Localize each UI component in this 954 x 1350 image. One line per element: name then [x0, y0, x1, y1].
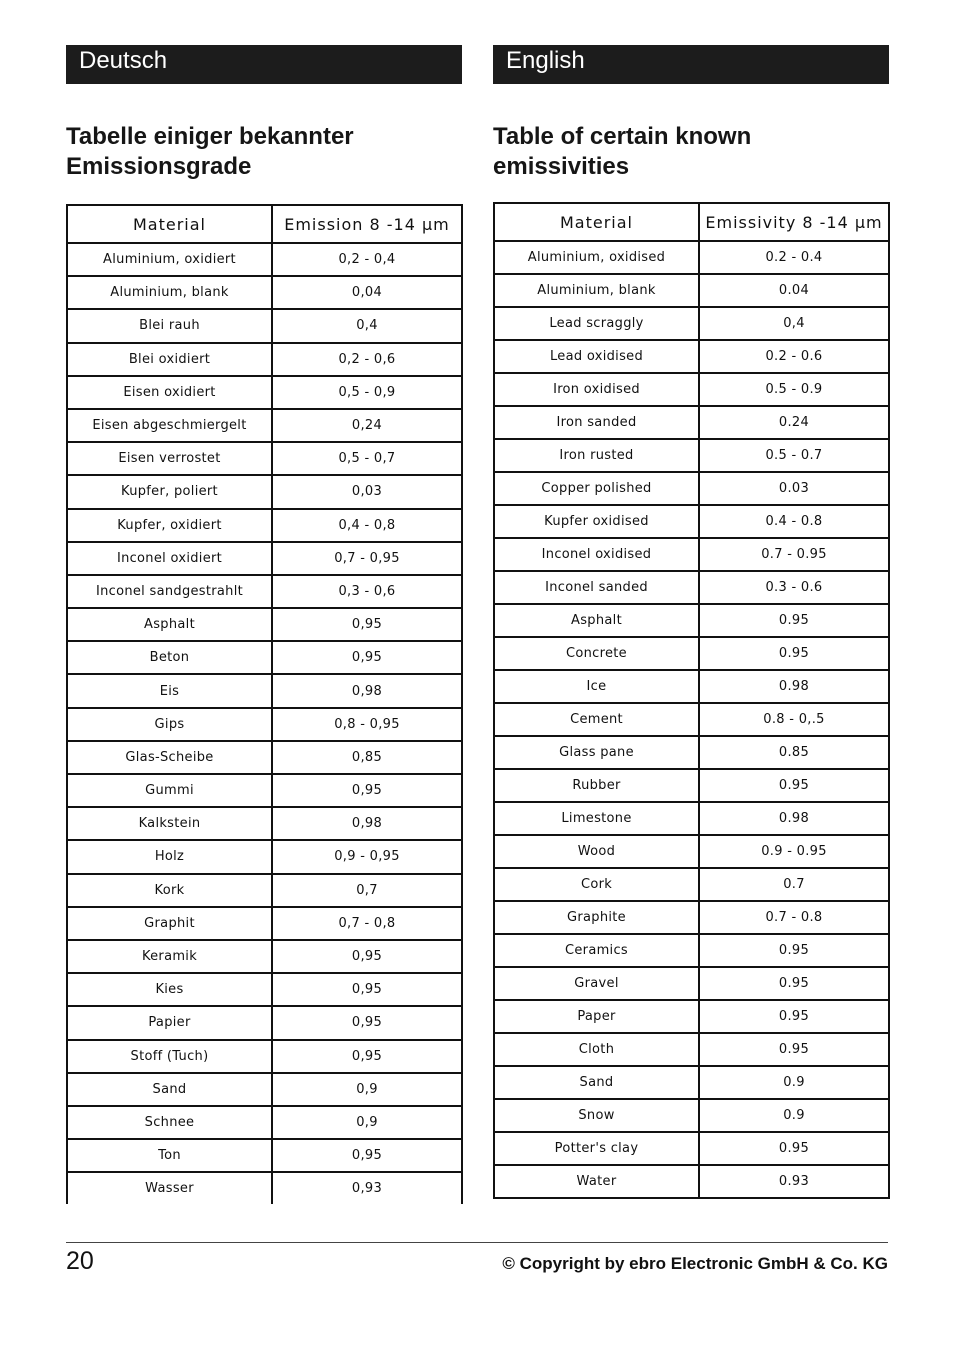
material-cell: Lead oxidised	[494, 340, 699, 373]
material-cell: Glass pane	[494, 736, 699, 769]
emission-value-cell: 0,95	[272, 1040, 462, 1073]
emission-value-cell: 0.95	[699, 637, 889, 670]
header-material: Material	[494, 203, 699, 241]
material-cell: Sand	[67, 1073, 272, 1106]
emission-value-cell: 0.95	[699, 1132, 889, 1165]
emission-value-cell: 0,24	[272, 409, 462, 442]
table-row	[494, 571, 889, 604]
table-row	[67, 1040, 462, 1073]
table-row	[67, 874, 462, 907]
emission-value-cell: 0.95	[699, 934, 889, 967]
table-row	[494, 1000, 889, 1033]
table-row	[67, 840, 462, 873]
emission-value-cell: 0.24	[699, 406, 889, 439]
table-row	[67, 674, 462, 707]
table-row	[67, 376, 462, 409]
table-row	[67, 774, 462, 807]
language-bar-english: English	[493, 45, 889, 84]
material-cell: Cloth	[494, 1033, 699, 1066]
emission-value-cell: 0.95	[699, 1033, 889, 1066]
material-cell: Asphalt	[494, 604, 699, 637]
table-row	[494, 835, 889, 868]
material-cell: Inconel oxidised	[494, 538, 699, 571]
material-cell: Asphalt	[67, 608, 272, 641]
table-row	[67, 475, 462, 508]
table-row	[494, 274, 889, 307]
material-cell: Wasser	[67, 1172, 272, 1204]
emission-value-cell: 0.95	[699, 604, 889, 637]
table-row	[67, 1172, 462, 1204]
table-row	[494, 1132, 889, 1165]
material-cell: Aluminium, oxidiert	[67, 243, 272, 276]
heading-line-2: Emissionsgrade	[66, 153, 252, 180]
table-row	[494, 769, 889, 802]
emission-value-cell: 0.98	[699, 802, 889, 835]
table-row	[494, 1099, 889, 1132]
material-cell: Graphite	[494, 901, 699, 934]
material-cell: Ice	[494, 670, 699, 703]
material-cell: Potter's clay	[494, 1132, 699, 1165]
table-row	[494, 241, 889, 274]
material-cell: Iron oxidised	[494, 373, 699, 406]
table-row	[67, 907, 462, 940]
material-cell: Kies	[67, 973, 272, 1006]
emission-value-cell: 0,85	[272, 741, 462, 774]
material-cell: Keramik	[67, 940, 272, 973]
table-row	[494, 604, 889, 637]
emission-value-cell: 0,04	[272, 276, 462, 309]
section-heading-english	[493, 122, 889, 182]
emission-value-cell: 0,2 - 0,6	[272, 343, 462, 376]
copyright-notice: © Copyright by ebro Electronic GmbH & Co. KG	[502, 1254, 888, 1273]
material-cell: Kupfer oxidised	[494, 505, 699, 538]
material-cell: Ceramics	[494, 934, 699, 967]
language-bar-deutsch: Deutsch	[66, 45, 462, 84]
table-row	[67, 1106, 462, 1139]
header-emissivity: Emissivity 8 -14 µm	[699, 203, 889, 241]
table-row	[494, 472, 889, 505]
emission-value-cell: 0,8 - 0,95	[272, 708, 462, 741]
material-cell: Kupfer, oxidiert	[67, 509, 272, 542]
emission-value-cell: 0,7	[272, 874, 462, 907]
material-cell: Water	[494, 1165, 699, 1198]
emission-value-cell: 0.4 - 0.8	[699, 505, 889, 538]
table-row	[67, 807, 462, 840]
emission-value-cell: 0,95	[272, 940, 462, 973]
table-row	[494, 703, 889, 736]
material-cell: Iron sanded	[494, 406, 699, 439]
emission-value-cell: 0,4 - 0,8	[272, 509, 462, 542]
emission-value-cell: 0.98	[699, 670, 889, 703]
heading-line-1: Tabelle einiger bekannter	[66, 123, 354, 150]
material-cell: Eis	[67, 674, 272, 707]
header-material: Material	[67, 205, 272, 243]
material-cell: Limestone	[494, 802, 699, 835]
emission-value-cell: 0,4	[272, 309, 462, 342]
table-row	[67, 276, 462, 309]
emission-value-cell: 0,9 - 0,95	[272, 840, 462, 873]
emissivity-table-english	[493, 202, 890, 1199]
emission-value-cell: 0,9	[272, 1073, 462, 1106]
table-row	[67, 343, 462, 376]
table-row	[67, 1139, 462, 1172]
heading-line-2: emissivities	[493, 153, 630, 180]
table-row	[67, 973, 462, 1006]
material-cell: Kupfer, poliert	[67, 475, 272, 508]
table-row	[67, 741, 462, 774]
material-cell: Aluminium, blank	[67, 276, 272, 309]
material-cell: Blei oxidiert	[67, 343, 272, 376]
emission-value-cell: 0,93	[272, 1172, 462, 1204]
table-row	[494, 901, 889, 934]
emission-value-cell: 0.8 - 0,.5	[699, 703, 889, 736]
emission-value-cell: 0.7 - 0.95	[699, 538, 889, 571]
emission-value-cell: 0,95	[272, 774, 462, 807]
material-cell: Cork	[494, 868, 699, 901]
material-cell: Inconel sanded	[494, 571, 699, 604]
table-row	[494, 637, 889, 670]
emission-value-cell: 0,95	[272, 973, 462, 1006]
emission-value-cell: 0,5 - 0,7	[272, 442, 462, 475]
material-cell: Holz	[67, 840, 272, 873]
emission-value-cell: 0,95	[272, 641, 462, 674]
table-row	[494, 670, 889, 703]
footer-divider	[66, 1242, 888, 1243]
material-cell: Iron rusted	[494, 439, 699, 472]
material-cell: Snow	[494, 1099, 699, 1132]
table-row	[494, 736, 889, 769]
material-cell: Stoff (Tuch)	[67, 1040, 272, 1073]
emission-value-cell: 0.9	[699, 1066, 889, 1099]
emission-value-cell: 0.93	[699, 1165, 889, 1198]
material-cell: Rubber	[494, 769, 699, 802]
table-row	[494, 967, 889, 1000]
emission-value-cell: 0.7	[699, 868, 889, 901]
table-row	[67, 542, 462, 575]
emission-value-cell: 0.3 - 0.6	[699, 571, 889, 604]
table-row	[494, 1165, 889, 1198]
table-row	[494, 1066, 889, 1099]
emission-value-cell: 0.7 - 0.8	[699, 901, 889, 934]
material-cell: Glas-Scheibe	[67, 741, 272, 774]
table-row	[494, 1033, 889, 1066]
emission-value-cell: 0.03	[699, 472, 889, 505]
table-row	[67, 409, 462, 442]
table-row	[494, 439, 889, 472]
emission-value-cell: 0,9	[272, 1106, 462, 1139]
table-row	[494, 934, 889, 967]
material-cell: Aluminium, oxidised	[494, 241, 699, 274]
emission-table-deutsch	[66, 204, 463, 1204]
emission-value-cell: 0.2 - 0.4	[699, 241, 889, 274]
table-row	[494, 373, 889, 406]
material-cell: Schnee	[67, 1106, 272, 1139]
table-row	[67, 641, 462, 674]
table-row	[67, 442, 462, 475]
material-cell: Eisen oxidiert	[67, 376, 272, 409]
material-cell: Copper polished	[494, 472, 699, 505]
table-row	[494, 307, 889, 340]
table-row	[494, 406, 889, 439]
table-row	[67, 708, 462, 741]
emission-value-cell: 0.85	[699, 736, 889, 769]
material-cell: Cement	[494, 703, 699, 736]
page-number: 20	[66, 1247, 94, 1275]
material-cell: Eisen abgeschmiergelt	[67, 409, 272, 442]
material-cell: Lead scraggly	[494, 307, 699, 340]
emission-value-cell: 0,2 - 0,4	[272, 243, 462, 276]
table-row	[67, 1073, 462, 1106]
emission-value-cell: 0.2 - 0.6	[699, 340, 889, 373]
emission-value-cell: 0.95	[699, 1000, 889, 1033]
table-row	[494, 340, 889, 373]
table-row	[67, 575, 462, 608]
emission-value-cell: 0.9 - 0.95	[699, 835, 889, 868]
table-row	[67, 509, 462, 542]
emission-value-cell: 0,98	[272, 674, 462, 707]
material-cell: Beton	[67, 641, 272, 674]
table-row	[67, 940, 462, 973]
material-cell: Gips	[67, 708, 272, 741]
table-row	[494, 538, 889, 571]
emission-value-cell: 0,95	[272, 1006, 462, 1039]
table-row	[67, 243, 462, 276]
material-cell: Gummi	[67, 774, 272, 807]
material-cell: Wood	[494, 835, 699, 868]
table-header-row	[494, 203, 889, 241]
material-cell: Kork	[67, 874, 272, 907]
header-emission: Emission 8 -14 µm	[272, 205, 462, 243]
emission-value-cell: 0,7 - 0,95	[272, 542, 462, 575]
material-cell: Graphit	[67, 907, 272, 940]
material-cell: Gravel	[494, 967, 699, 1000]
emission-value-cell: 0,95	[272, 1139, 462, 1172]
emission-value-cell: 0,95	[272, 608, 462, 641]
table-row	[67, 309, 462, 342]
emission-value-cell: 0.9	[699, 1099, 889, 1132]
table-row	[494, 868, 889, 901]
material-cell: Papier	[67, 1006, 272, 1039]
material-cell: Blei rauh	[67, 309, 272, 342]
table-header-row	[67, 205, 462, 243]
material-cell: Paper	[494, 1000, 699, 1033]
emission-value-cell: 0.5 - 0.9	[699, 373, 889, 406]
emission-value-cell: 0,03	[272, 475, 462, 508]
material-cell: Aluminium, blank	[494, 274, 699, 307]
emission-value-cell: 0.95	[699, 967, 889, 1000]
material-cell: Eisen verrostet	[67, 442, 272, 475]
emission-value-cell: 0,7 - 0,8	[272, 907, 462, 940]
table-row	[67, 1006, 462, 1039]
emission-value-cell: 0,5 - 0,9	[272, 376, 462, 409]
heading-line-1: Table of certain known	[493, 123, 752, 150]
material-cell: Inconel oxidiert	[67, 542, 272, 575]
material-cell: Sand	[494, 1066, 699, 1099]
emission-value-cell: 0.04	[699, 274, 889, 307]
emission-value-cell: 0.95	[699, 769, 889, 802]
emission-value-cell: 0,3 - 0,6	[272, 575, 462, 608]
material-cell: Kalkstein	[67, 807, 272, 840]
table-row	[494, 802, 889, 835]
emission-value-cell: 0,98	[272, 807, 462, 840]
table-row	[67, 608, 462, 641]
material-cell: Inconel sandgestrahlt	[67, 575, 272, 608]
emission-value-cell: 0,4	[699, 307, 889, 340]
material-cell: Concrete	[494, 637, 699, 670]
material-cell: Ton	[67, 1139, 272, 1172]
table-row	[494, 505, 889, 538]
section-heading-deutsch	[66, 122, 462, 182]
emission-value-cell: 0.5 - 0.7	[699, 439, 889, 472]
